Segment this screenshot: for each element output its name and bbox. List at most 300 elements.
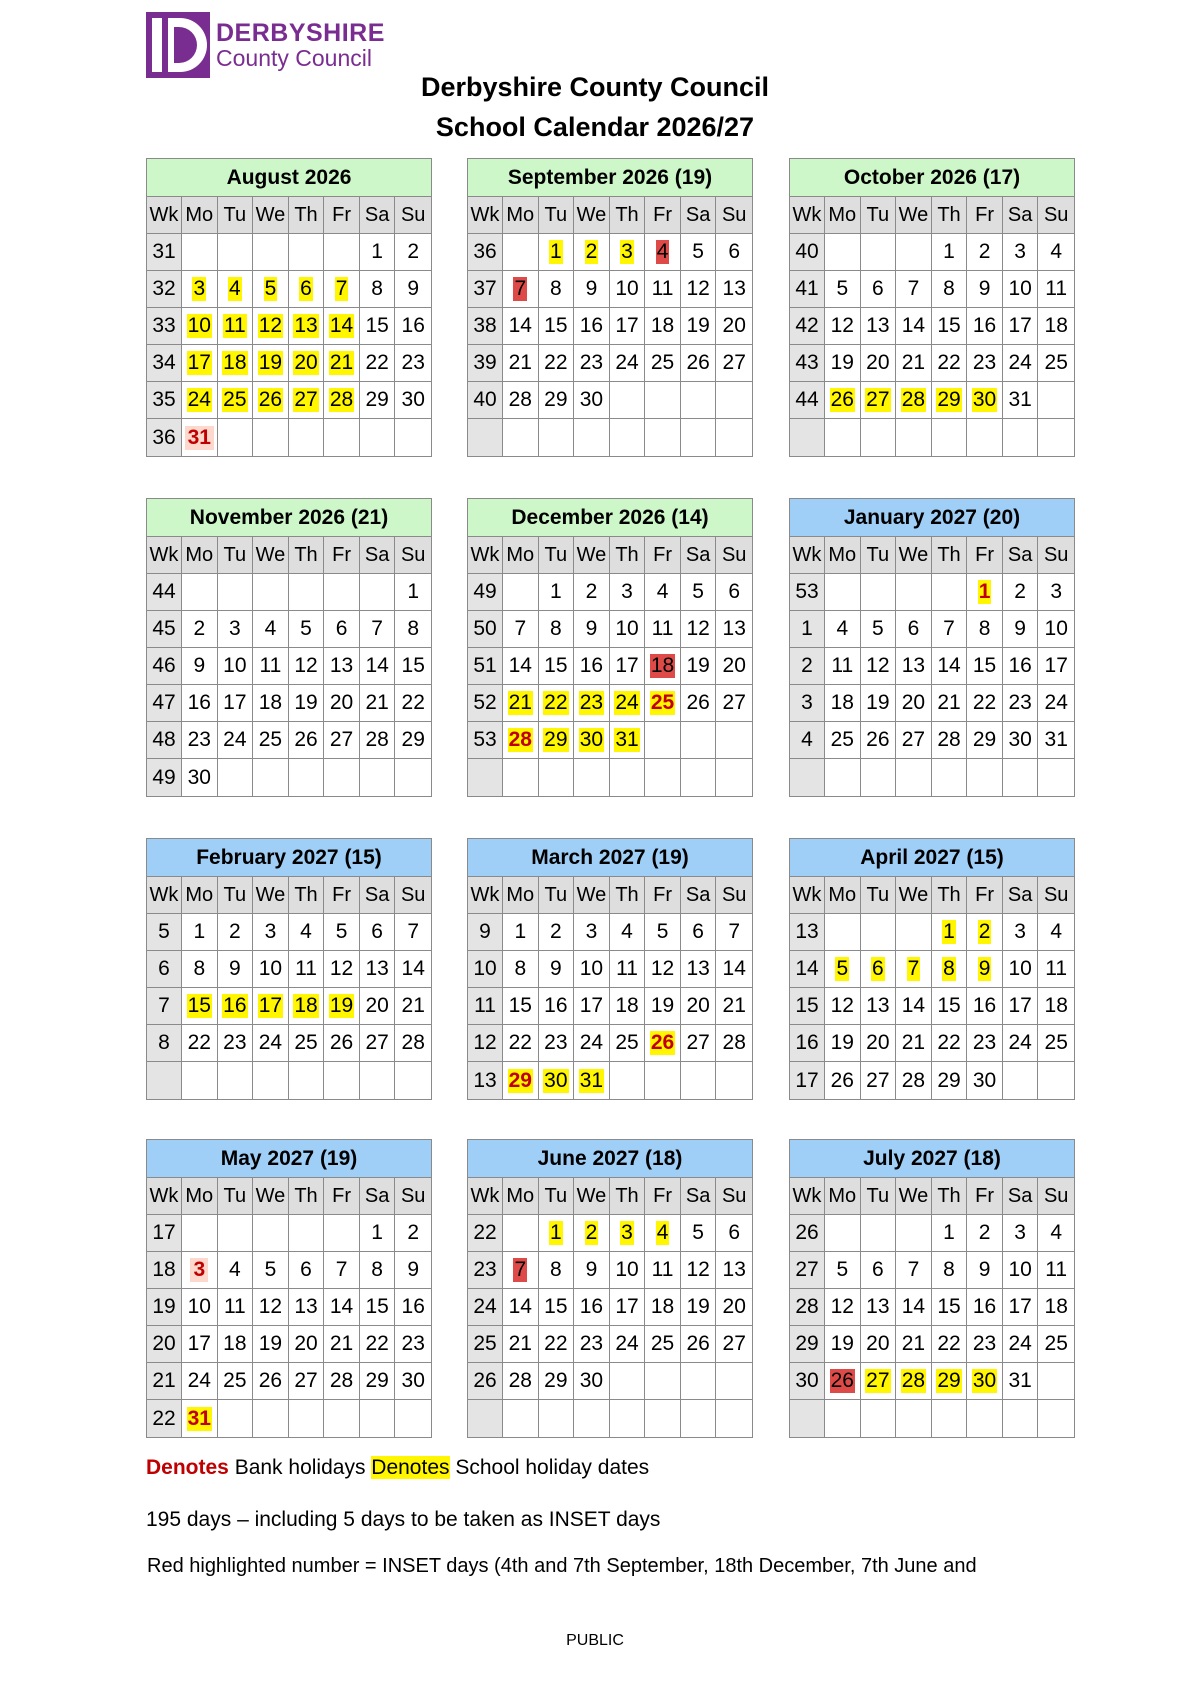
day-cell [324, 914, 360, 951]
day-cell [289, 1062, 325, 1099]
day-cell [645, 382, 681, 419]
day-number: 27 [722, 1332, 746, 1355]
day-cell [574, 345, 610, 382]
day-number: 21 [901, 1332, 926, 1355]
day-number: 14 [901, 314, 926, 337]
day-cell [360, 382, 396, 419]
day-number: 1 [407, 580, 420, 603]
day-number: 14 [937, 654, 961, 677]
month-title: September 2026 (19) [468, 159, 752, 197]
day-number: 19 [686, 654, 710, 677]
day-cell [932, 345, 968, 382]
day-number: 21 [329, 1332, 354, 1355]
day-cell [716, 1252, 752, 1289]
day-cell [253, 1326, 289, 1363]
month-day-grid [147, 537, 431, 796]
day-cell [395, 271, 431, 308]
day-cell [1038, 419, 1074, 456]
day-cell [253, 1400, 289, 1437]
day-cell [896, 1025, 932, 1062]
day-cell [395, 419, 431, 456]
day-cell [896, 1062, 932, 1099]
week-number: 26 [790, 1215, 825, 1252]
day-cell [1003, 345, 1039, 382]
month-calendar [789, 838, 1075, 1100]
week-number: 5 [147, 914, 182, 951]
day-cell [1038, 574, 1074, 611]
bank-holiday-day-number: 3 [190, 1258, 208, 1282]
legend-bank-text: Bank holidays [228, 1456, 372, 1479]
day-number: 30 [579, 1369, 604, 1392]
day-number: 12 [830, 314, 854, 337]
day-cell [645, 1289, 681, 1326]
week-number [468, 419, 503, 456]
day-number: 26 [686, 691, 710, 714]
day-cell [967, 1326, 1003, 1363]
weekday-header: Su [716, 877, 752, 914]
weekday-header: Sa [1003, 877, 1039, 914]
day-cell [932, 382, 968, 419]
day-number: 16 [579, 1295, 604, 1318]
day-number: 16 [972, 994, 997, 1017]
day-number: 6 [872, 277, 884, 300]
holiday-day-number: 4 [229, 277, 241, 300]
day-number: 14 [365, 654, 389, 677]
day-number: 2 [229, 920, 241, 943]
page-title: Derbyshire County Council [420, 72, 770, 102]
holiday-day-number: 26 [830, 388, 854, 411]
week-number: 35 [147, 382, 182, 419]
day-number: 19 [686, 1295, 710, 1318]
day-number: 13 [722, 1258, 746, 1281]
day-number: 9 [229, 957, 241, 980]
weekday-header: Sa [360, 537, 396, 574]
week-number: 20 [147, 1326, 182, 1363]
day-cell [253, 951, 289, 988]
week-number: 12 [468, 1025, 503, 1062]
day-number: 20 [866, 1031, 890, 1054]
day-number: 22 [365, 351, 389, 374]
day-cell [218, 1025, 254, 1062]
day-cell [1038, 951, 1074, 988]
day-cell [932, 1025, 968, 1062]
day-number: 18 [223, 1332, 247, 1355]
day-number: 19 [830, 1332, 854, 1355]
week-number: 25 [468, 1326, 503, 1363]
day-cell [1038, 1215, 1074, 1252]
day-number: 22 [508, 1031, 532, 1054]
day-number: 17 [223, 691, 247, 714]
week-number: 13 [468, 1062, 503, 1099]
day-cell [610, 271, 646, 308]
footer-classification: PUBLIC [566, 1632, 624, 1649]
day-cell [896, 1326, 932, 1363]
month-day-grid [468, 197, 752, 456]
day-cell [825, 1252, 861, 1289]
holiday-day-number: 16 [223, 994, 247, 1017]
day-cell [182, 308, 218, 345]
day-number: 9 [193, 654, 206, 677]
day-cell [645, 1062, 681, 1099]
day-cell [967, 382, 1003, 419]
day-cell [716, 685, 752, 722]
day-number: 30 [401, 1369, 425, 1392]
month-day-grid [147, 197, 431, 456]
day-number: 20 [901, 691, 926, 714]
month-calendar [789, 1139, 1075, 1438]
day-cell [896, 685, 932, 722]
day-number: 3 [621, 580, 633, 603]
day-cell [360, 722, 396, 759]
day-cell [395, 382, 431, 419]
day-cell [861, 1062, 897, 1099]
day-number: 27 [329, 728, 354, 751]
day-number: 11 [259, 654, 282, 677]
weekday-header: Mo [503, 197, 539, 234]
weekday-header: Sa [681, 197, 717, 234]
day-cell [861, 611, 897, 648]
day-cell [395, 574, 431, 611]
day-cell [182, 722, 218, 759]
day-number: 21 [508, 351, 532, 374]
day-cell [503, 1289, 539, 1326]
day-number: 20 [722, 654, 746, 677]
day-cell [1003, 1025, 1039, 1062]
month-title: May 2027 (19) [147, 1140, 431, 1178]
day-cell [825, 1215, 861, 1252]
day-number: 8 [407, 617, 420, 640]
day-cell [861, 648, 897, 685]
day-cell [503, 1400, 539, 1437]
day-cell [967, 722, 1003, 759]
day-cell [861, 988, 897, 1025]
day-cell [182, 1289, 218, 1326]
day-number: 2 [978, 1221, 991, 1244]
day-cell [1003, 685, 1039, 722]
day-number: 5 [656, 920, 669, 943]
day-cell [360, 648, 396, 685]
day-number: 8 [514, 957, 527, 980]
weekday-header: Fr [324, 197, 360, 234]
holiday-day-number: 31 [615, 728, 639, 751]
day-number: 8 [193, 957, 206, 980]
day-cell [395, 1363, 431, 1400]
weekday-header: Su [1038, 1178, 1074, 1215]
day-cell [681, 611, 717, 648]
day-cell [324, 1215, 360, 1252]
day-cell [932, 574, 968, 611]
legend-school-text: School holiday dates [449, 1456, 650, 1479]
day-cell [253, 1215, 289, 1252]
day-cell [932, 1326, 968, 1363]
day-number: 27 [365, 1031, 389, 1054]
day-cell [574, 722, 610, 759]
day-number: 28 [401, 1031, 425, 1054]
day-cell [253, 648, 289, 685]
day-cell [967, 1363, 1003, 1400]
day-cell [825, 382, 861, 419]
day-number: 11 [223, 1295, 246, 1318]
holiday-day-number: 3 [621, 240, 633, 263]
day-cell [503, 648, 539, 685]
day-cell [610, 1252, 646, 1289]
day-cell [539, 1289, 575, 1326]
week-number: 24 [468, 1289, 503, 1326]
day-cell [610, 345, 646, 382]
week-number: 53 [790, 574, 825, 611]
day-cell [539, 611, 575, 648]
week-number: 18 [147, 1252, 182, 1289]
day-number: 17 [1044, 654, 1068, 677]
day-cell [825, 1326, 861, 1363]
holiday-day-number: 7 [335, 277, 348, 300]
day-cell [1038, 345, 1074, 382]
day-number: 23 [187, 728, 211, 751]
holiday-day-number: 5 [836, 957, 849, 980]
day-number: 9 [585, 617, 598, 640]
month-title: January 2027 (20) [790, 499, 1074, 537]
day-number: 13 [686, 957, 710, 980]
day-cell [182, 988, 218, 1025]
day-cell [1003, 951, 1039, 988]
day-cell [182, 685, 218, 722]
week-number: 10 [468, 951, 503, 988]
weekday-header: Wk [468, 1178, 503, 1215]
day-cell [645, 1215, 681, 1252]
day-cell [932, 1062, 968, 1099]
day-number: 9 [978, 277, 991, 300]
day-cell [360, 1025, 396, 1062]
day-cell [395, 722, 431, 759]
day-cell [253, 1363, 289, 1400]
bank-holiday-day-number: 29 [508, 1068, 532, 1092]
day-cell [645, 345, 681, 382]
day-cell [1003, 1326, 1039, 1363]
day-cell [182, 419, 218, 456]
day-number: 10 [615, 617, 639, 640]
day-number: 21 [508, 1332, 532, 1355]
day-cell [967, 1252, 1003, 1289]
day-cell [861, 271, 897, 308]
day-number: 19 [866, 691, 890, 714]
day-cell [967, 1289, 1003, 1326]
day-cell [289, 1363, 325, 1400]
weekday-header: Su [395, 537, 431, 574]
day-cell [896, 345, 932, 382]
day-number: 19 [686, 314, 710, 337]
day-cell [896, 1400, 932, 1437]
day-number: 9 [550, 957, 562, 980]
day-cell [289, 1289, 325, 1326]
day-cell [610, 759, 646, 796]
day-cell [896, 648, 932, 685]
week-number: 27 [790, 1252, 825, 1289]
day-number: 13 [866, 994, 890, 1017]
day-cell [574, 308, 610, 345]
day-cell [716, 308, 752, 345]
day-cell [716, 988, 752, 1025]
day-number: 30 [187, 765, 211, 789]
day-cell [716, 722, 752, 759]
day-cell [395, 1215, 431, 1252]
weekday-header: Tu [861, 537, 897, 574]
day-number: 27 [686, 1031, 710, 1054]
day-cell [681, 1363, 717, 1400]
day-cell [289, 382, 325, 419]
day-cell [1038, 234, 1074, 271]
day-cell [610, 234, 646, 271]
week-number: 38 [468, 308, 503, 345]
day-cell [932, 1289, 968, 1326]
day-number: 17 [1008, 314, 1032, 337]
day-cell [289, 914, 325, 951]
day-cell [324, 1252, 360, 1289]
day-cell [574, 914, 610, 951]
day-cell [896, 1215, 932, 1252]
week-number: 1 [790, 611, 825, 648]
day-cell [896, 1363, 932, 1400]
weekday-header: Wk [790, 197, 825, 234]
day-cell [967, 345, 1003, 382]
day-cell [253, 988, 289, 1025]
day-cell [574, 382, 610, 419]
day-cell [1038, 722, 1074, 759]
day-cell [932, 419, 968, 456]
weekday-header: Sa [1003, 1178, 1039, 1215]
day-cell [681, 1289, 717, 1326]
day-number: 20 [866, 351, 890, 374]
week-number: 16 [790, 1025, 825, 1062]
day-number: 24 [1008, 1031, 1032, 1054]
week-number: 37 [468, 271, 503, 308]
weekday-header: Su [716, 537, 752, 574]
week-number: 47 [147, 685, 182, 722]
day-cell [610, 685, 646, 722]
day-cell [253, 234, 289, 271]
day-cell [681, 648, 717, 685]
day-number: 25 [258, 728, 283, 751]
day-cell [324, 951, 360, 988]
day-number: 17 [187, 1332, 211, 1355]
weekday-header: Th [610, 1178, 646, 1215]
day-cell [1003, 648, 1039, 685]
day-cell [574, 951, 610, 988]
day-number: 6 [692, 920, 704, 943]
holiday-day-number: 26 [258, 388, 283, 411]
day-cell [1003, 234, 1039, 271]
day-cell [360, 234, 396, 271]
holiday-day-number: 3 [621, 1221, 633, 1244]
day-cell [645, 1252, 681, 1289]
day-cell [503, 1062, 539, 1099]
day-number: 14 [722, 957, 746, 980]
week-number: 17 [147, 1215, 182, 1252]
day-number: 22 [365, 1332, 389, 1355]
days-note: 195 days – including 5 days to be taken as INSET days [146, 1508, 661, 1531]
day-number: 7 [907, 277, 920, 300]
day-number: 9 [1014, 617, 1026, 640]
weekday-header: Wk [468, 537, 503, 574]
day-number: 6 [371, 920, 383, 943]
weekday-header: Sa [1003, 537, 1039, 574]
day-number: 9 [407, 277, 420, 300]
day-number: 24 [1044, 691, 1068, 714]
day-cell [574, 1289, 610, 1326]
day-cell [395, 914, 431, 951]
holiday-day-number: 6 [872, 957, 884, 980]
day-number: 4 [836, 617, 849, 640]
day-cell [503, 685, 539, 722]
day-number: 24 [223, 728, 247, 751]
day-number: 3 [1014, 1221, 1026, 1244]
day-cell [681, 1215, 717, 1252]
day-number: 26 [294, 728, 318, 751]
day-number: 22 [937, 351, 961, 374]
day-cell [395, 1289, 431, 1326]
day-number: 4 [1050, 920, 1063, 943]
bank-holiday-day-number: 26 [650, 1031, 675, 1054]
day-cell [182, 1062, 218, 1099]
day-number: 11 [1045, 1258, 1068, 1281]
holiday-day-number: 27 [294, 388, 318, 411]
day-cell [218, 914, 254, 951]
day-cell [218, 1363, 254, 1400]
day-cell [324, 1289, 360, 1326]
day-cell [861, 1252, 897, 1289]
day-cell [1038, 1289, 1074, 1326]
day-cell [539, 382, 575, 419]
holiday-day-number: 5 [264, 277, 277, 300]
day-number: 24 [1008, 1332, 1032, 1355]
day-cell [182, 759, 218, 796]
day-number: 15 [401, 654, 425, 677]
day-cell [716, 611, 752, 648]
day-cell [825, 1363, 861, 1400]
day-number: 27 [294, 1369, 318, 1392]
day-cell [645, 988, 681, 1025]
day-cell [1003, 382, 1039, 419]
day-cell [289, 234, 325, 271]
weekday-header: We [253, 537, 289, 574]
day-cell [1003, 1252, 1039, 1289]
weekday-header: Tu [539, 197, 575, 234]
month-calendar [146, 498, 432, 797]
week-number: 39 [468, 345, 503, 382]
day-cell [395, 988, 431, 1025]
day-number: 18 [650, 1295, 675, 1318]
day-cell [539, 722, 575, 759]
day-number: 2 [550, 920, 562, 943]
day-number: 26 [866, 728, 890, 751]
week-number [468, 1400, 503, 1437]
day-number: 6 [872, 1258, 884, 1281]
day-cell [182, 1363, 218, 1400]
day-number: 15 [937, 314, 961, 337]
day-cell [253, 1289, 289, 1326]
day-number: 11 [295, 957, 317, 980]
day-cell [324, 234, 360, 271]
weekday-header: Fr [645, 197, 681, 234]
day-cell [967, 648, 1003, 685]
day-number: 5 [836, 277, 849, 300]
day-cell [503, 1326, 539, 1363]
day-cell [253, 308, 289, 345]
legend-school-marker: Denotes [371, 1456, 450, 1479]
day-cell [896, 382, 932, 419]
holiday-day-number: 21 [508, 691, 532, 714]
day-number: 8 [550, 277, 562, 300]
day-cell [574, 685, 610, 722]
